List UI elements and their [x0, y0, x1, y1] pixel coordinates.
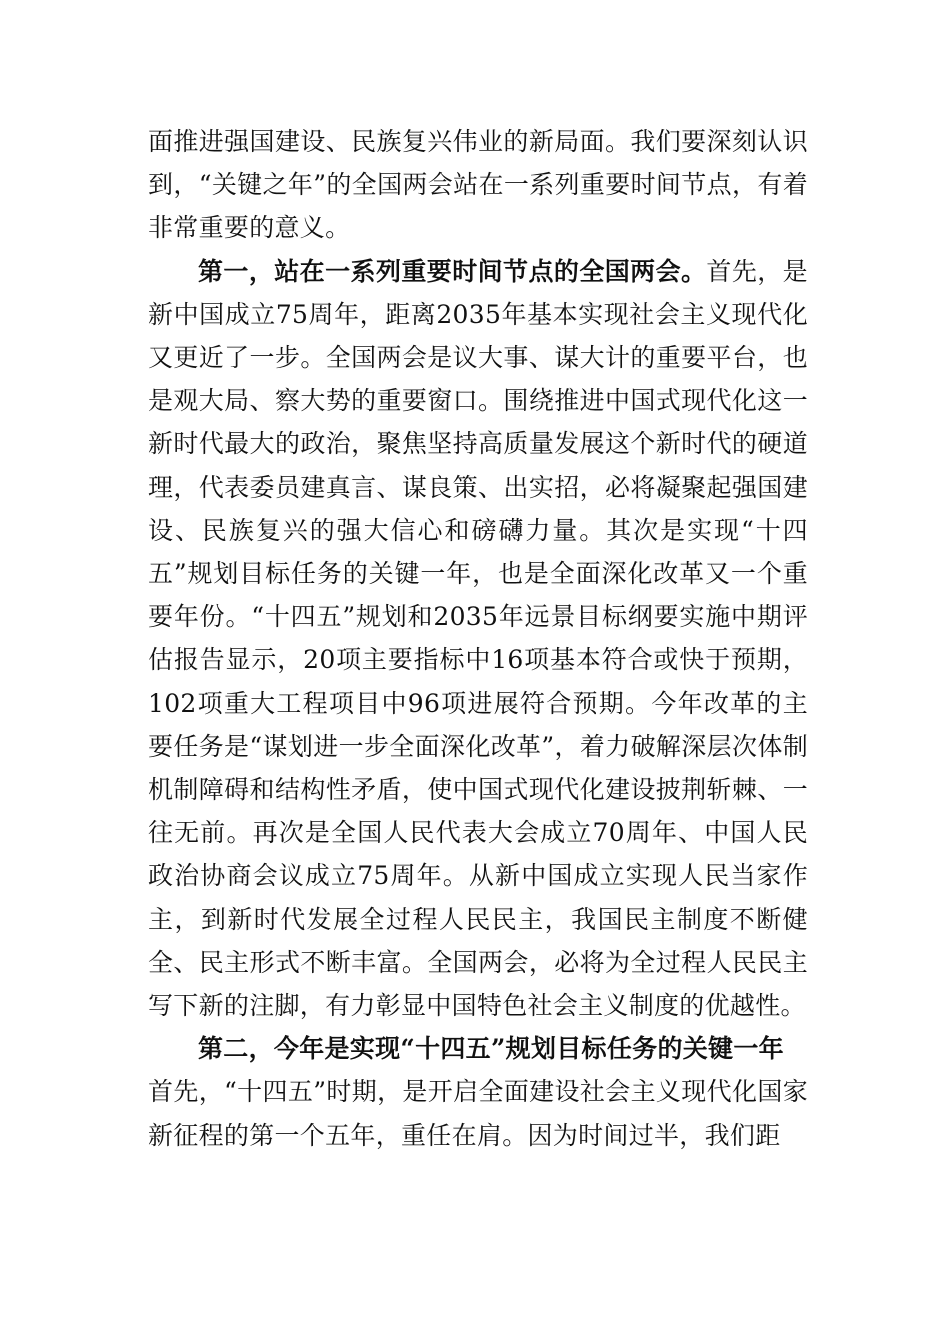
paragraph-text: 面推进强国建设、民族复兴伟业的新局面。我们要深刻认识到，“关键之年”的全国两会站在一系列重要时间节点，有着非常重要的意义。 — [148, 127, 808, 243]
paragraph-text: 首先，“十四五”时期，是开启全面建设社会主义现代化国家新征程的第一个五年，重任在肩。因为时间过半，我们距 — [148, 1077, 808, 1150]
paragraph-heading: 第二，今年是实现“十四五”规划目标任务的关键一年 — [198, 1034, 784, 1064]
paragraph-intro — [148, 120, 808, 250]
document-body — [148, 120, 808, 1157]
paragraph-text: 首先，是新中国成立75周年，距离2035年基本实现社会主义现代化又更近了一步。全国两会是议大事、谋大计的重要平台，也是观大局、察大势的重要窗口。围绕推进中国式现代化这一新时代最大的政治，聚焦坚持高质量发展这个新时代的硬道理，代表委员建真言、谋良策、出实招，必将凝聚起强国建设、民族复兴的强大信心和磅礴力量。其次是实现“十四五”规划目标任务的关键一年，也是全面深化改革又一个重要年份。“十四五”规划和2035年远景目标纲要实施中期评估报告显示，20项主要指标中16项基本符合或快于预期，102项重大工程项目中96项进展符合预期。今年改革的主要任务是“谋划进一步全面深化改革”，着力破解深层次体制机制障碍和结构性矛盾，使中国式现代化建设披荆斩棘、一往无前。再次是全国人民代表大会成立70周年、中国人民政治协商会议成立75周年。从新中国成立实现人民当家作主，到新时代发展全过程人民民主，我国民主制度不断健全、民主形式不断丰富。全国两会，必将为全过程人民民主写下新的注脚，有力彰显中国特色社会主义制度的优越性。 — [148, 256, 808, 1021]
paragraph-second-heading — [148, 1027, 808, 1070]
paragraph-second-body — [148, 1070, 808, 1156]
paragraph-heading: 第一，站在一系列重要时间节点的全国两会。 — [198, 256, 707, 286]
paragraph-first-point — [148, 250, 808, 1028]
